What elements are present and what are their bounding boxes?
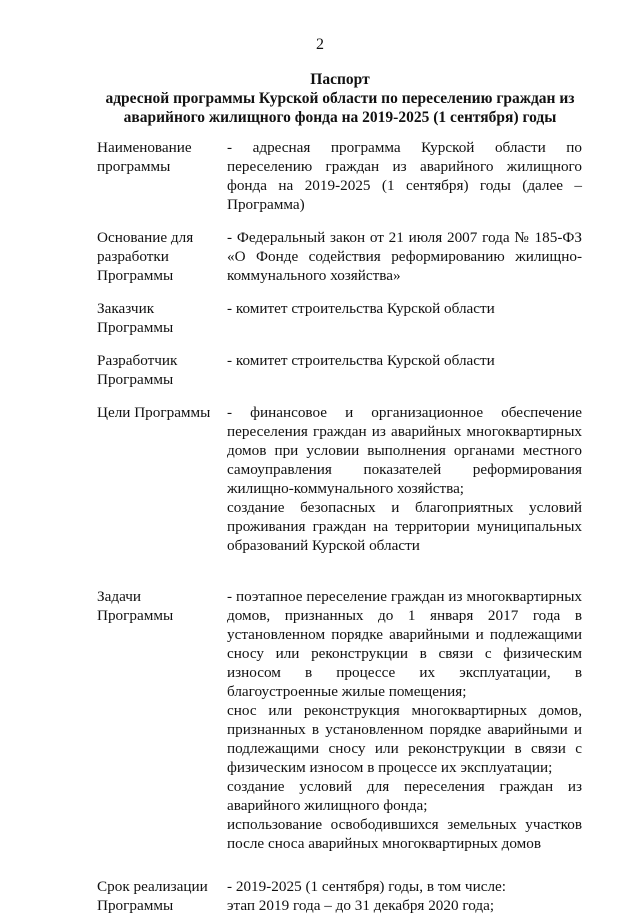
row-value-line: признанных в установленном порядке аварийными и	[227, 721, 582, 738]
row-value-line: жилищно-коммунального хозяйства;	[227, 480, 465, 497]
row-value-line: домов при условии выполнения органами местного	[227, 442, 582, 459]
row-label-line: Программы	[97, 897, 174, 914]
row-value-line: - комитет строительства Курской области	[227, 300, 495, 317]
row-value-line: домов, признанных до 1 января 2017 года в	[227, 607, 582, 624]
row-value-line: переселения граждан из аварийных многоквартирных	[227, 423, 582, 440]
row-label-line: Разработчик	[97, 352, 178, 369]
row-label	[97, 877, 227, 915]
passport-table	[97, 138, 582, 915]
row-value	[227, 403, 582, 555]
row-value	[227, 228, 582, 285]
row-value-line: - финансовое и организационное обеспечение	[227, 404, 582, 421]
passport-row-period	[97, 877, 582, 915]
row-label	[97, 587, 227, 625]
row-label	[97, 299, 227, 337]
row-value-line: установленном порядке аварийными и подлежащими	[227, 626, 582, 643]
passport-row-tasks	[97, 587, 582, 853]
page-number: 2	[316, 36, 324, 53]
row-value-line: самоуправления показателей реформирования	[227, 461, 582, 478]
row-value	[227, 877, 582, 915]
row-label-line: Программы	[97, 319, 174, 336]
row-label	[97, 351, 227, 389]
row-value-line: - комитет строительства Курской области	[227, 352, 495, 369]
title-line-3: аварийного жилищного фонда на 2019-2025 (1 сентября) годы	[123, 109, 557, 126]
row-value-line: фонда на 2019-2025 (1 сентября) годы (далее –	[227, 177, 582, 194]
row-label	[97, 138, 227, 176]
row-label	[97, 228, 227, 285]
row-label-line: Срок реализации	[97, 878, 208, 895]
row-value-line: образований Курской области	[227, 537, 420, 554]
row-value-line: сносу или реконструкции в связи с физическим	[227, 645, 582, 662]
row-value-line: Программа)	[227, 196, 305, 213]
row-value-line: снос или реконструкция многоквартирных домов,	[227, 702, 582, 719]
row-value	[227, 138, 582, 214]
row-value	[227, 351, 582, 370]
row-value-line: коммунального хозяйства»	[227, 267, 401, 284]
row-value-line: благоустроенные жилые помещения;	[227, 683, 467, 700]
row-value-line: создание безопасных и благоприятных условий	[227, 499, 582, 516]
row-label-line: Цели Программы	[97, 404, 211, 421]
row-value-line: - 2019-2025 (1 сентября) годы, в том числе:	[227, 878, 506, 895]
row-value-line: - адресная программа Курской области по	[227, 139, 582, 156]
row-value-line: подлежащими сносу или реконструкции в связи с	[227, 740, 582, 757]
row-value	[227, 299, 582, 318]
row-value-line: - поэтапное переселение граждан из многоквартирных	[227, 588, 582, 605]
row-label-line: Задачи	[97, 588, 141, 605]
document-title	[70, 70, 610, 127]
row-value-line: переселению граждан из аварийного жилищного	[227, 158, 582, 175]
row-label-line: программы	[97, 158, 171, 175]
row-value-line: - Федеральный закон от 21 июля 2007 года № 185-ФЗ	[227, 229, 582, 246]
title-line-2: адресной программы Курской области по переселению граждан из	[105, 90, 575, 107]
row-label	[97, 403, 227, 422]
row-value-line: аварийного жилищного фонда;	[227, 797, 428, 814]
row-label-line: Наименование	[97, 139, 192, 156]
row-value-line: создание условий для переселения граждан из	[227, 778, 582, 795]
row-value-line: «О Фонде содействия реформированию жилищно-	[227, 248, 582, 265]
passport-row-goals	[97, 403, 582, 555]
row-label-line: Заказчик	[97, 300, 155, 317]
passport-row-developer	[97, 351, 582, 389]
row-value-line: проживания граждан на территории муниципальных	[227, 518, 582, 535]
row-label-line: Программы	[97, 607, 174, 624]
title-heading: Паспорт	[310, 71, 370, 88]
passport-row-name	[97, 138, 582, 214]
row-label-line: Основание для	[97, 229, 194, 246]
row-value	[227, 587, 582, 853]
row-label-line: разработки	[97, 248, 169, 265]
row-value-line: износом в процессе их эксплуатации, в	[227, 664, 582, 681]
passport-row-basis	[97, 228, 582, 285]
row-value-line: этап 2019 года – до 31 декабря 2020 года;	[227, 897, 495, 914]
row-value-line: после сноса аварийных многоквартирных домов	[227, 835, 542, 852]
row-value-line: физическим износом в процессе их эксплуатации;	[227, 759, 553, 776]
row-label-line: Программы	[97, 371, 174, 388]
passport-row-customer	[97, 299, 582, 337]
row-label-line: Программы	[97, 267, 174, 284]
row-value-line: использование освободившихся земельных участков	[227, 816, 582, 833]
